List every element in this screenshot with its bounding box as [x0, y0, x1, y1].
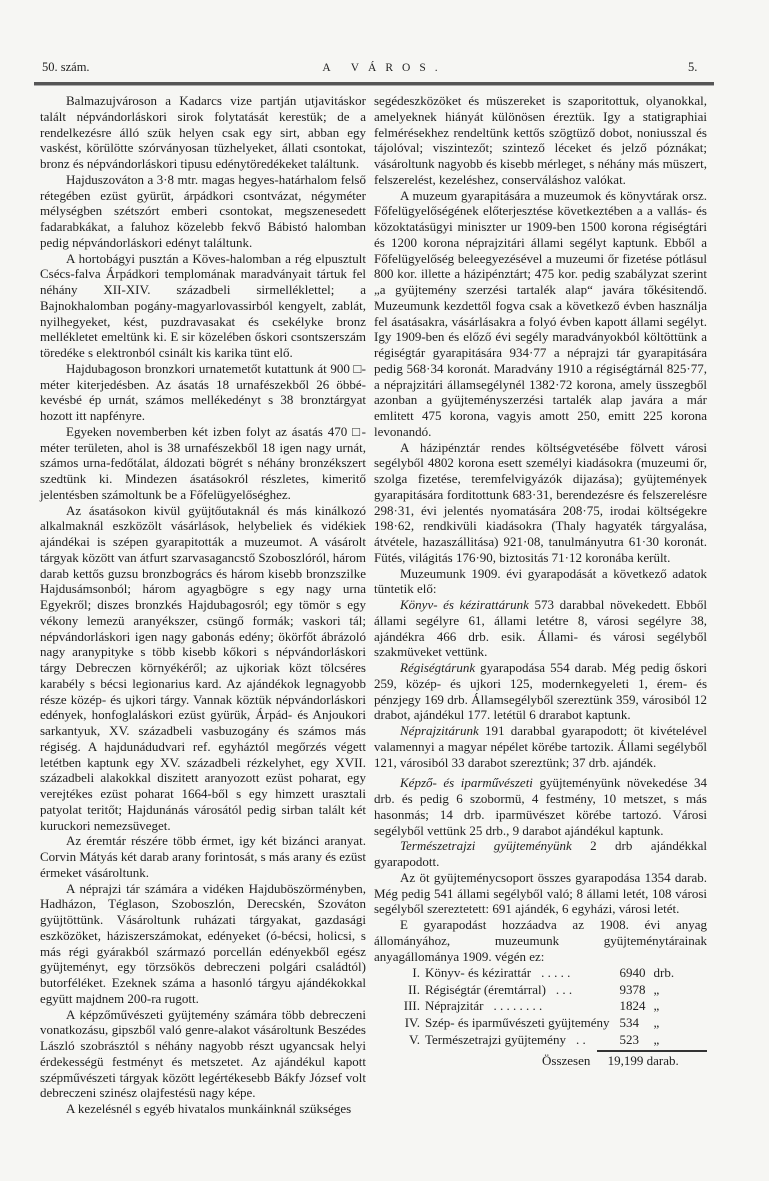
- leader-dots: . .: [575, 1031, 586, 1047]
- paragraph: [374, 440, 707, 566]
- collection-label: Néprajzitár: [425, 998, 484, 1014]
- total-rule: [597, 1050, 707, 1052]
- paragraph: [374, 870, 707, 917]
- collection-label: Könyv- és kézirattár: [425, 965, 532, 981]
- paragraph-text: A hortobágyi pusztán a Köves-halomban a rég elpusztult Csécs-falva Árpádkori templomának maradványait tártuk fel néhány XII-XIV. századbeli sirmelléklettel; a Bajnokhalomban pogány-magyarlovassirból kengyelt, zablát, nyilhegyeket, kést, puzdravasakat és csekélyke bronz mellékletet emeltünk ki. E sir közelében őskori csontszerszám töredéke s elektronból csinált kis karika tünt elő.: [40, 250, 366, 360]
- paragraph-text: A néprajzi tár számára a vidéken Hajduböszörményben, Hadházon, Téglason, Szoboszlón, Derecskén, Szováton gyüjtöttünk. Vásároltunk ruházati tárgyakat, gazdasági eszközöket, háziszerszámokat, edényeket (ó-bécsi, holicsi, s más régi gyárakból származó porcellán edényekből egész gyüjteményt, egy törzsökös debreczeni polgári családtól) butorféléket. Ezeknek száma a hasonló tárgyu ajándékokkal együtt majdnem 200-ra rugott.: [40, 880, 366, 1006]
- paragraph: [40, 881, 366, 1007]
- paragraph: [374, 723, 707, 770]
- item-count: 9378: [619, 981, 646, 997]
- unit: „: [653, 981, 660, 997]
- paragraph-text: Balmazujvároson a Kadarcs vize partján utjavitáskor talált népvándorláskori sirok folytatását kerestük; de a rendelkezésre álló szük helyen csak egy sirt, abban egy vaskést, körülötte szórványosan tüzhelyeket, állati csontokat, bronz és népvándorláskori tipusu edénytöredékeket találtunk.: [40, 93, 366, 171]
- paragraph-text: 191 darabbal gyarapodott; öt kivételével valamennyi a magyar népélet körébe tartozik. Állami segélyből 121, városiból 33 darabot szereztünk; 37 drb. ajándék.: [374, 723, 707, 770]
- paragraph: [40, 503, 366, 834]
- inventory-row: [384, 965, 693, 982]
- paragraph-lead: Könyv- és kézirattárunk: [400, 597, 529, 612]
- paragraph-text: A kezelésnél s egyéb hivatalos munkáinknál szükséges: [66, 1101, 352, 1116]
- paragraph: [40, 93, 366, 172]
- collection-name: [425, 1015, 619, 1032]
- paragraph: [374, 775, 707, 838]
- item-count: 6940: [619, 965, 646, 981]
- paragraph: [374, 838, 707, 870]
- unit: drb.: [653, 965, 675, 981]
- paragraph-lead: Képző- és iparművészeti: [400, 775, 533, 791]
- paragraph: [40, 251, 366, 361]
- left-column: [40, 93, 366, 1117]
- paragraph-text: segédeszközöket és müszereket is szaporitottuk, olyanokkal, amelyeknek hiányát különösen éreztük. Igy a statigraphiai felmérésekhez rendeltünk kettős szögtüző dobot, noniusszal és tájolóval; viszintezőt; szintező léceket és jelző póznákat; vásároltunk nagyobb és kisebb mérleget, s néhány más müszert, felszerelést, kezeléshez, conserváláshoz valókat.: [374, 93, 707, 187]
- item-count: 1824: [619, 998, 646, 1014]
- paragraph: [40, 424, 366, 503]
- paragraph-text: gyüjteményünk növekedése 34 drb. és pedig 6 szobormü, 4 festmény, 10 metszet, s más hasonmás; 14 drb. iparmüvészet körébe tartozó. Városi segélyből vettünk 25 drb., 9 darabot ajándékul kaptunk.: [374, 775, 708, 838]
- paragraph-text: Hajdubagoson bronzkori urnatemetőt kutattunk át 900 □-méter kiterjedésben. Az ásatás 18 urnafészekből 26 öbbé-kevésbé ép urnát, számos mellékedényt s 38 bronztárgyat hozott itt napfényre.: [40, 360, 366, 423]
- paragraph: [374, 188, 707, 440]
- newspaper-title: A VÁROS.: [322, 62, 447, 74]
- paragraph-lead: Régiségtárunk: [400, 660, 476, 675]
- paragraph-text: 573 darabbal növekedett. Ebből állami segélyre 61, állami letétre 8, városi segélyre 38, ajándékra 466 drb. esik. Állami- és városi segélyből szakmüveket vettünk.: [374, 597, 707, 660]
- collection-label: Szép- és iparművészeti gyüjtemény: [425, 1015, 610, 1031]
- paragraph-text: Az ásatásokon kivül gyüjtőutaknál és más kinálkozó alkalmaknál eszközölt vásárlások, helybeliek és vidékiek ajándékai is szépen gyarapitották a muzeumot. A vásárolt tárgyak között van átfurt szarvasagancstő Szoboszlóról, három darab kettős guzsu bronzbogrács és három kisebb bronzszilke Hajdusámsonból; három agyagbögre s egy nagy urna Egyekről; diszes bronzkés Hajdubagosról; egy tömör s egy vékony lemezü aranyékszer, csüngő formák; vaskori tál; népvándorláskori igen nagy gabonás edény; ökörfőt ábrázoló nagy aranypityke s több kisebb kőkori s népvándorláskori tárgy Debreczen környékéről; az ujkoriak közt tölcséres karabély s bécsi legionarius kard. Az ajándékok legnagyobb része közép- és ujkori tárgy. Vannak köztük népvándorláskori edények, honfoglaláskori ezüst gyürük, Árpád- és Anjoukori sarkantyuk, XV. századbeli vasbuzogány és számos más régiség. A hajdunádudvari ref. egyháztól megőrzés végett letétben kaptunk egy XV. századbeli rézkelyhet, egy XVII. századbeli alakokkal diszitett aranyozott ezüst poharat, egy verejtékes ezüst poharat 1664-ből s egy himzett urasztali patyolat teritőt; Hajdunánás városától pedig sirban talált két kuruckori nemezsüveget.: [40, 502, 366, 833]
- total-value: 19,199 darab.: [607, 1053, 679, 1069]
- right-paragraphs: [374, 93, 707, 964]
- inventory-table: [384, 965, 693, 1048]
- paragraph-text: A muzeum gyarapitására a muzeumok és könyvtárak orsz. Főfelügyelőségének előterjesztése következtében a a vallás- és közoktatásügyi miniszter ur 1909-ben 1500 korona régiségtári és 1200 korona néprajzitári állami segélyt kaptunk. Ebből a Főfelügyelőség beleegyezésével a muzeumi őr fizetése pótlásul 800 kor. illette a házipénztárt; 475 kor. pedig szabályzat szerint „a gyüjtemény szerzési tartalék alap“ javára tőkésitendő. Muzeumunk kezdettől fogva csak a következő évben használja fel ásatásakra, vásárlásakra a folyó évben kapott állami segélyt. Igy 1909-ben és előző évi segély maradványokból költöttünk a régiségtár gyarapitására 934·77 a néprajzi tár gyarapitására pedig 568·34 koronát. Maradvány 1910 a régiségtárnál 825·77, a néprajzitári államsegélynél 1382·72 korona, amely üsszegből azonban a gyüjteményszerzési tartalék alap javára a már emlitett 475 korona, vagyis amott 250, emitt 225 korona levonandó.: [374, 187, 707, 439]
- row-number: IV.: [404, 1015, 420, 1031]
- paragraph: [40, 361, 366, 424]
- inventory-row: [384, 1032, 693, 1049]
- paragraph-text: Muzeumunk 1909. évi gyarapodását a következő adatok tüntetik elő:: [374, 565, 707, 597]
- paragraph-text: 2 drb ajándékkal gyarapodott.: [374, 838, 707, 869]
- unit: „: [653, 1015, 660, 1031]
- row-number: III.: [403, 998, 420, 1014]
- paragraph: [40, 1101, 366, 1117]
- row-number: V.: [409, 1031, 420, 1047]
- inventory-total: [542, 1053, 707, 1069]
- issue-number: 50. szám.: [42, 60, 90, 74]
- paragraph: [40, 1007, 366, 1102]
- leader-dots: . . . . . . . .: [493, 998, 543, 1014]
- collection-name: [425, 998, 619, 1015]
- collection-name: [425, 1032, 619, 1049]
- paragraph-text: A képzőművészeti gyüjtemény számára több debreczeni vonatkozásu, gipszből való genre-alakot vásároltunk Beszédes László szobrásztól s néhány nagyobb részt ugyancsak helyi érdekességü festményt és metszetet. Az ajándékul kapott szépművészeti tárgyak között legértékesebb Bákfy József volt debreczeni szinész olajfestésü nagy képe.: [40, 1006, 366, 1101]
- total-label: Összesen: [542, 1053, 591, 1069]
- page-number: 5.: [688, 60, 698, 74]
- paragraph-lead: Néprajzitárunk: [400, 723, 479, 738]
- leader-dots: . . .: [555, 981, 573, 997]
- inventory-row: [384, 982, 693, 999]
- collection-label: Természetrajzi gyüjtemény: [425, 1031, 566, 1047]
- paragraph: [374, 660, 707, 723]
- paragraph-text: Hajduszováton a 3·8 mtr. magas hegyes-határhalom felső rétegében ezüst gyürüt, árpádkori csontvázat, négyméter mélységben szétszórt emberi csontokat, megszenesedett fadarabkákat, a faluhoz közelebb fekvő Bábistó halomban pedig népvándorláskori edényt találtunk.: [40, 171, 366, 250]
- leader-dots: . . . . .: [541, 965, 571, 981]
- unit: „: [653, 998, 660, 1014]
- paragraph-text: gyarapodása 554 darab. Még pedig őskori 259, közép- és ujkori 125, modernkegyeleti 1, érem- és pénzjegy 169 drb. Államsegélyből szereztünk 359, városiból 12 drabot, ajándékul 177. letétül 6 drarabot kaptunk.: [374, 660, 707, 723]
- paragraph-lead: Természetrajzi gyüjteményünk: [400, 838, 572, 854]
- row-number: I.: [412, 965, 420, 981]
- inventory-row: [384, 998, 693, 1015]
- header-rule: [34, 82, 714, 86]
- paragraph-text: Az éremtár részére több érmet, igy két bizánci aranyat. Corvin Mátyás két darab arany forintosát, s más arany és ezüst érmeket vásároltunk.: [40, 833, 366, 880]
- right-column: [374, 93, 707, 1069]
- item-count: 534: [619, 1015, 639, 1031]
- collection-label: Régiségtár (éremtárral): [425, 981, 546, 997]
- collection-name: [425, 982, 619, 999]
- inventory-row: [384, 1015, 693, 1032]
- unit: „: [653, 1031, 660, 1047]
- paragraph-text: Egyeken novemberben két izben folyt az ásatás 470 □-méter területen, ahol is 38 urnafészekből 18 igen nagy urnát, számos urna-fedőtálat, áldozati bögrét s néhány bronzékszert szedtünk ki. Mindezen ásatásokról részletes, kimeritő jelentésben számoltunk be a Főfelügyelőséghez.: [40, 423, 366, 502]
- paragraph: [374, 93, 707, 188]
- paragraph: [374, 917, 707, 964]
- paragraph-text: A házipénztár rendes költségvetésébe fölvett városi segélyből 4802 korona esett személyi kiadásokra (muzeumi őr, szolga fizetése, teremfelvigyázók dijazása); gyüjtemények gyarapitására forditottunk 683·31, berendezésre és felszerelésre 298·31, évi jelentés nyomatására 208·75, irodai költségekre 198·62, rendkivüli kiadásokra (Thaly hagyaték tárgyalása, átvétele, hazaszállitása) 921·08, tanulmányutra 61·30 koronát. Fütés, világitás 176·90, biztositás 71·12 koronába került.: [374, 439, 707, 565]
- paragraph: [374, 566, 707, 598]
- collection-name: [425, 965, 619, 982]
- item-count: 523: [619, 1031, 639, 1047]
- paragraph: [374, 597, 707, 660]
- paragraph-text: E gyarapodást hozzáadva az 1908. évi anyag állományához, muzeumunk gyüjteménytárainak anyagállománya 1909. végén ez:: [374, 917, 707, 964]
- paragraph: [40, 172, 366, 251]
- paragraph: [40, 833, 366, 880]
- row-number: II.: [408, 981, 420, 997]
- paragraph-text: Az öt gyüjteménycsoport összes gyarapodása 1354 darab. Még pedig 541 állami segélyből való; 8 állami letét, 108 városi segélyből szereztetett: 691 ajándék, 6 egyházi, városi letét.: [374, 869, 707, 917]
